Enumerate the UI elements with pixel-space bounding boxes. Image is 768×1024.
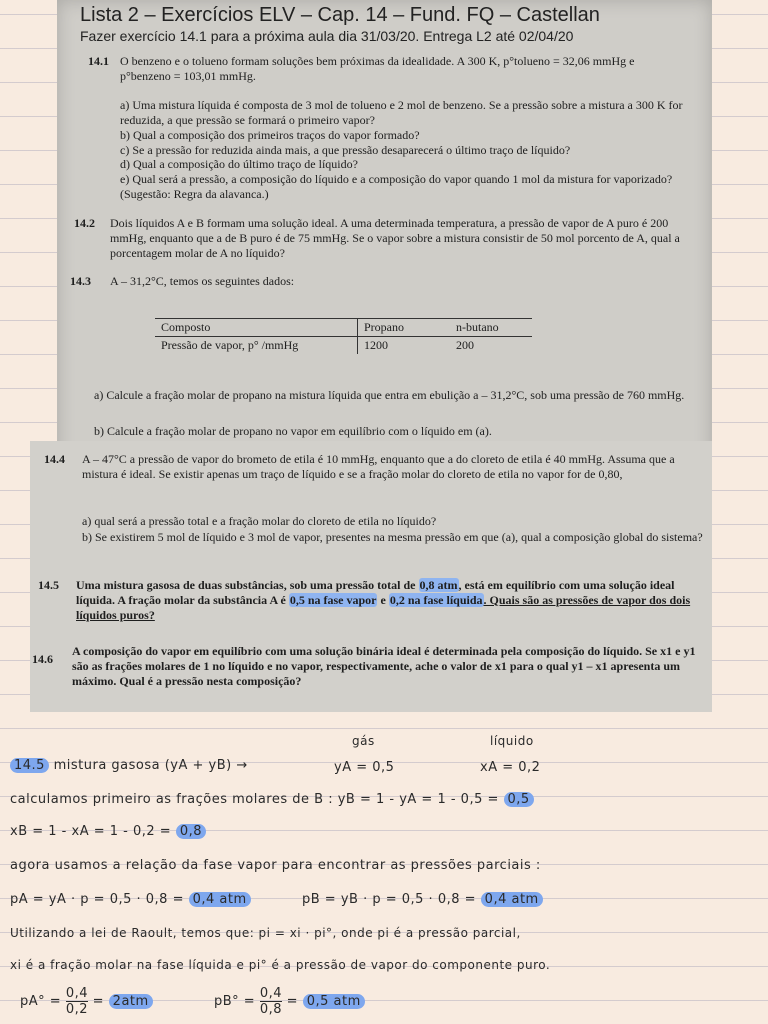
note-line-5b (302, 892, 543, 907)
q145-part4: . Quais são as pressões de vapor dos dois líquidos puros? (76, 593, 691, 622)
note-pb0-den: 0,8 (259, 1002, 283, 1017)
q143-table (155, 318, 532, 354)
q146-text: A composição do vapor em equilíbrio com uma solução binária ideal é determinada pela composição do líquido. Se x1 e y1 são as frações molares de 1 no líquido e no vapor, respectivamente, ache o valor de x1 para o qual y1 – x1 apresenta um máximo. Qual é a pressão nesta composição? (72, 644, 696, 688)
page-title: Lista 2 – Exercícios ELV – Cap. 14 – Fund. FQ – Castellan (80, 4, 600, 26)
q143-a: a) Calcule a fração molar de propano na mistura líquida que entra em ebulição a – 31,2°C, sob uma pressão de 760 mmHg. (94, 388, 685, 402)
q145-highlight-pressure: 0,8 atm (419, 578, 458, 592)
note-pa-result: 0,4 atm (189, 892, 251, 907)
q141-b: b) Qual a composição dos primeiros traços do vapor formado? (120, 128, 420, 142)
note-pa0-num: 0,4 (65, 986, 88, 1001)
note-pa0-label: pA° = (20, 994, 62, 1009)
note-pa0-result: 2atm (109, 994, 153, 1009)
note-pb-text: pB = yB · p = 0,5 · 0,8 = (302, 892, 477, 907)
table-cell-label: Pressão de vapor, p° /mmHg (161, 338, 299, 352)
q141-intro: O benzeno e o tolueno formam soluções bem próximas da idealidade. A 300 K, p°tolueno = 32,06 mmHg e p°benzeno = 103,01 mmHg. (120, 54, 635, 83)
note-line-8b: pB° = $\frac{0,4}{0,8}$ = 0,5 atm (214, 986, 365, 1017)
note-line3-text: xB = 1 - xA = 1 - 0,2 = (10, 824, 172, 839)
note-pa-text: pA = yA · p = 0,5 · 0,8 = (10, 892, 184, 907)
note-problem-number: 14.5 (10, 758, 49, 773)
q141-e: e) Qual será a pressão, a composição do líquido e a composição do vapor quando 1 mol da mistura for vaporizado? (Sugestão: Regra da alavanca.) (120, 172, 673, 201)
table-header-propano: Propano (358, 319, 451, 337)
q145-part2: , está em equilíbrio com uma solução ideal líquida. A fração molar da substância A é (76, 578, 675, 607)
q142-number: 14.2 (74, 216, 95, 230)
note-line3-result: 0,8 (176, 824, 206, 839)
note-line-8a: pA° = $\frac{0,4}{0,2}$ = 2atm (20, 986, 153, 1017)
note-pa0-fraction (66, 986, 88, 1017)
table-header-composto: Composto (155, 319, 358, 337)
page-subtitle: Fazer exercício 14.1 para a próxima aula dia 31/03/20. Entrega L2 até 02/04/20 (80, 28, 574, 44)
note-pb0-fraction (260, 986, 282, 1017)
note-liquid-label: líquido (490, 734, 534, 748)
q144-a: a) qual será a pressão total e a fração molar do cloreto de etila no líquido? (82, 514, 437, 528)
note-line-3 (10, 824, 206, 839)
note-line1-text: mistura gasosa (yA + yB) → (53, 758, 248, 773)
note-pb-result: 0,4 atm (481, 892, 543, 907)
note-line2-result: 0,5 (504, 792, 534, 807)
q145-number: 14.5 (38, 578, 59, 592)
note-line-2 (10, 792, 534, 807)
note-pb0-result: 0,5 atm (303, 994, 365, 1009)
q144-number: 14.4 (44, 452, 65, 466)
table-cell-nbutano: 200 (456, 338, 474, 352)
q141-d: d) Qual a composição do último traço de líquido? (120, 157, 358, 171)
q142-text: Dois líquidos A e B formam uma solução ideal. A uma determinada temperatura, a pressão de vapor de A puro é 200 mmHg, enquanto que a de B puro é de 75 mmHg. Se o vapor sobre a mistura consistir de 50 mol porcento de A, qual a porcentagem molar de A no líquido? (110, 216, 680, 260)
note-line-1 (10, 758, 248, 773)
q141-number: 14.1 (88, 54, 109, 68)
note-pa0-den: 0,2 (65, 1002, 88, 1017)
q144-b: b) Se existirem 5 mol de líquido e 3 mol de vapor, presentes na mesma pressão em que (a), qual a composição global do sistema? (82, 530, 703, 544)
table-cell-propano: 1200 (358, 337, 451, 355)
q143-b: b) Calcule a fração molar de propano no vapor em equilíbrio com o líquido em (a). (94, 424, 492, 438)
q141-c: c) Se a pressão for reduzida ainda mais, a que pressão desaparecerá o último traço de líquido? (120, 143, 571, 157)
note-gas-label: gás (352, 734, 375, 748)
note-line2-text: calculamos primeiro as frações molares de B : yB = 1 - yA = 1 - 0,5 = (10, 792, 499, 807)
note-pb0-num: 0,4 (259, 986, 283, 1001)
note-ya: yA = 0,5 (334, 760, 395, 775)
q145-part1: Uma mistura gasosa de duas substâncias, sob uma pressão total de (76, 578, 419, 592)
note-line-7: xi é a fração molar na fase líquida e pi° é a pressão de vapor do componente puro. (10, 958, 551, 972)
note-pb0-label: pB° = (214, 994, 256, 1009)
q145-text (76, 578, 706, 623)
note-xa: xA = 0,2 (480, 760, 541, 775)
q145-part3: e (377, 593, 389, 607)
q143-intro: A – 31,2°C, temos os seguintes dados: (110, 274, 295, 288)
note-line-6: Utilizando a lei de Raoult, temos que: pi = xi · pi°, onde pi é a pressão parcial, (10, 926, 521, 940)
q143-number: 14.3 (70, 274, 91, 288)
q141-a: a) Uma mistura líquida é composta de 3 mol de tolueno e 2 mol de benzeno. Se a pressão sobre a mistura a 300 K for reduzida, a que pressão se formará o primeiro vapor? (120, 98, 683, 127)
q145-highlight-liquid: 0,2 na fase líquida (389, 593, 483, 607)
note-line-4: agora usamos a relação da fase vapor para encontrar as pressões parciais : (10, 858, 541, 873)
note-line-5a (10, 892, 251, 907)
q145-highlight-vapor: 0,5 na fase vapor (289, 593, 377, 607)
q144-text: A – 47°C a pressão de vapor do brometo de etila é 10 mmHg, enquanto que a do cloreto de etila é 40 mmHg. Assuma que a mistura é ideal. Se existir apenas um traço de líquido e se a fração molar do cloreto de etila no vapor for de 0,80, (82, 452, 675, 481)
q146-number: 14.6 (32, 652, 53, 666)
table-header-nbutano: n-butano (450, 319, 532, 337)
